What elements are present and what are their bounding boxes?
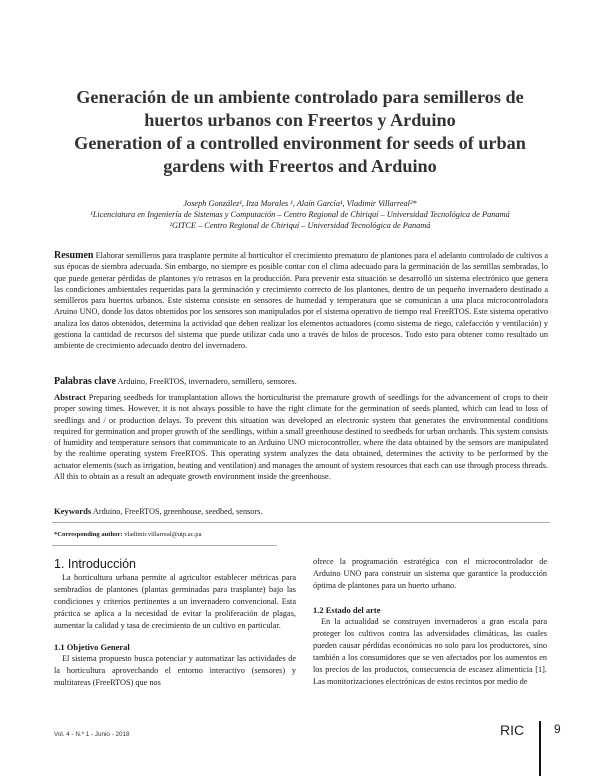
left-column bbox=[54, 556, 296, 689]
affiliation-2: ²GITCE – Centro Regional de Chiriquí – Universidad Tecnológica de Panamá bbox=[169, 221, 431, 230]
corresponding-author bbox=[54, 531, 202, 538]
title-en-line2: gardens with Freertos and Arduino bbox=[163, 156, 437, 176]
resumen-label: Resumen bbox=[54, 250, 94, 261]
footer-divider bbox=[539, 721, 541, 776]
keywords-section bbox=[54, 506, 548, 517]
affiliation-1: ¹Licenciatura en Ingeniería de Sistemas y Computación – Centro Regional de Chiriquí – Universidad Tecnológica de Panamá bbox=[90, 210, 510, 219]
palabras-clave-label: Palabras clave bbox=[54, 376, 116, 387]
abstract-text: Preparing seedbeds for transplantation allows the horticulturist the premature growth of seedlings for the advancement of crops to their proper sowing times. However, it is not always possible to have the right climate for the germination of seeds planted, which can lead to loss of seedlings and / or production delays. To prevent this situation was developed an electronic system that generates the environmental conditions required for germination and proper growth of the seedlings, within a small greenhouse destined to seedbeds for urban orchards. This system consists of humidity and temperature sensors that communicate to an Arduino UNO microcontroller, where the data obtained by the sensors are manipulated by the realtime operating system FreeRTOS. This operating system analyzes the data obtained, determines the activity to be performed by the actuator elements (such as irrigation, heating and ventilation) and manages the amount of system resources that each can use through process threads. All this to obtain as a result an adequate growth environment inside the greenhouse. bbox=[54, 393, 549, 482]
abstract-label: Abstract bbox=[54, 392, 86, 402]
right-column bbox=[313, 556, 547, 688]
divider bbox=[52, 522, 550, 523]
keywords-text: Arduino, FreeRTOS, greenhouse, seedbed, sensors. bbox=[92, 507, 263, 516]
keywords-label: Keywords bbox=[54, 506, 92, 516]
corresponding-email: vladimir.villarreal@utp.ac.pa bbox=[124, 531, 202, 538]
estado-heading: 1.2 Estado del arte bbox=[313, 605, 381, 615]
footer-journal: RIC bbox=[500, 722, 525, 738]
estado-paragraph: En la actualidad se construyen invernaderos a gran escala para proteger los cultivos contra las adversidades climáticas, las cuales pueden causar pérdidas económicas no solo para los productores, sino también a los consumidores que se ven afectados por los aumentos en los precios de los productos, consecuencia de escasez alimenticia [1]. Las monitorizaciones electrónicas de estos recintos por medio de bbox=[313, 617, 547, 686]
objetivo-paragraph: El sistema propuesto busca potenciar y automatizar las actividades de la horticultura aprovechando el entorno interactivo (sensores) y multitareas (FreeRTOS) que nos bbox=[54, 654, 296, 687]
abstract-section bbox=[54, 392, 548, 482]
resumen-text: Elaborar semilleros para trasplante permite al horticultor el crecimiento prematuro de plantones para el adelanto controlado de cultivos a sus épocas de siembra adecuada. Sin embargo, no siempre es posible contar con el clima adecuado para la germinación de las semillas sembradas, lo que puede generar pérdidas de plantones y/o retrasos en la producción. Para prevenir esta situación se desarrolló un sistema electrónico que genera las condiciones ambientales requeridas para la germinación y crecimiento correcto de los plantones, dentro de un pequeño invernadero destinado a semilleros para huertos urbanos. Este sistema consiste en sensores de humedad y temperatura que se comunican a una placa microcontroladora Aruino UNO, donde los datos obtenidos por los sensores son manipulados por el sistema operativo de tiempo real FreeRTOS. Este sistema operativo analiza los datos obtenidos, determina la actividad que deben realizar los elementos actuadores (como sistema de riego, calefacción y ventilación) y gestiona la cantidad de recursos del sistema que puede utilizar cada uno a través de hilos de procesos. Todo esto para obtener como resultado un ambiente de crecimiento adecuado dentro del invernadero. bbox=[54, 251, 548, 351]
title-en-line1: Generation of a controlled environment for seeds of urban bbox=[74, 133, 526, 153]
paper-title bbox=[40, 86, 560, 178]
palabras-clave-section bbox=[54, 376, 548, 387]
right-paragraph-1: ofrece la programación estratégica con el microcontrolador de Arduino UNO para construir un sistema que garantice la producción óptima de plantones para un huerto urbano. bbox=[313, 557, 547, 590]
footer-volume: Vol. 4 - N.º 1 - Junio - 2018 bbox=[54, 731, 130, 738]
page-number: 9 bbox=[554, 722, 561, 736]
corresponding-label: *Corresponding author: bbox=[54, 531, 123, 538]
resumen-section bbox=[54, 250, 548, 352]
authors-block bbox=[40, 198, 560, 231]
title-es-line2: huertos urbanos con Freertos y Arduino bbox=[144, 110, 456, 130]
author-names: Joseph González¹, Itza Morales ¹, Alaín García¹, Vladimir Villarreal²* bbox=[183, 199, 417, 208]
intro-paragraph: La horticultura urbana permite al agricultor establecer métricas para sembradíos de plantones (plantas germinadas para trasplante) bajo las condiciones y criterios pertinentes a un invernadero convencional. Esta práctica se aplica a la necesidad de evitar la proliferación de plagas, aumentar la calidad y tasa de crecimiento de un cultivo en particular. bbox=[54, 573, 296, 630]
objetivo-heading: 1.1 Objetivo General bbox=[54, 642, 130, 652]
intro-heading: 1. Introducción bbox=[54, 557, 136, 571]
divider bbox=[52, 545, 277, 546]
palabras-clave-text: Arduino, FreeRTOS, invernadero, semillero, sensores. bbox=[117, 377, 297, 386]
title-es-line1: Generación de un ambiente controlado para semilleros de bbox=[76, 87, 524, 107]
